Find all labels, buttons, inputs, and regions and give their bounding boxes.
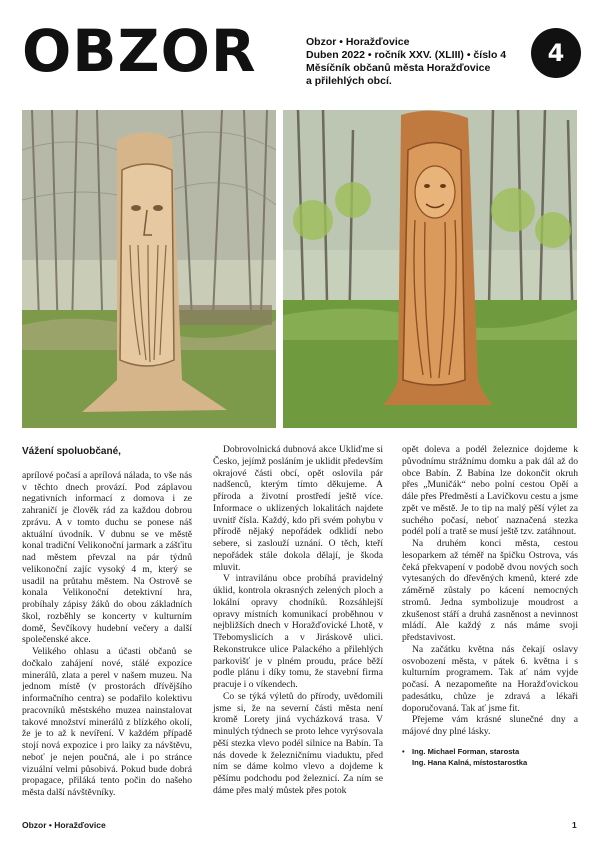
signature-line: • Ing. Michael Forman, starosta — [402, 746, 520, 756]
footer-publication-name: Obzor • Horažďovice — [22, 820, 106, 830]
photo-carved-stump-smiling — [283, 110, 577, 428]
meta-line: Duben 2022 • ročník XXV. (XLIII) • číslo 4 — [306, 49, 507, 61]
signature-name: Ing. Michael Forman, starosta — [412, 746, 520, 756]
issue-number-badge: 4 — [531, 28, 581, 78]
article-paragraph: Dobrovolnická dubnová akce Ukliďme si Česko, jejímž posláním je uklidit především okrajové části obcí, opět oslovila pár nadšenců, kterým tímto děkujeme. A příroda a životní prostředí ještě více. Informace o uklizených lokalitách najdete uvnitř čísla. Každý, kdo při svém pohybu v přírodě nějaký nepořádek odklidí nebo sebere, si zaslouží uznání. O těch, kteří nepořádek stále dokola dělají, je škoda mluvit. — [213, 444, 383, 573]
article-paragraph: Co se týká výletů do přírody, uvědomili jsme si, že na severní části města není kromě Lorety jiná vycházková trasa. V minulých týdnech se proto lehce vyrýsovala pěší stezka vlevo podél silnice na Babín. Ta nás dovede k železničnímu viaduktu, před ním se dáme kolmo vlevo a dojdeme k pěšímu podchodu pod železnicí. Za ním se dáme přes malý můstek přes potok — [213, 690, 383, 796]
carved-tree-stump-bearded-face-icon — [22, 110, 276, 428]
article-paragraph: opět doleva a podél železnice dojdeme k původnímu strážnímu domku a pak dál až do obce Babín. Z Babína lze dokončit okruh přes „Muničák“ nebo polní cestou Opěí a dále přes Předměstí a Lavičkovu cestu a jsme zpět ve městě. Je to tip na malý pěší výlet za suchého počasí, neboť naznačená stezka podél polí a tratě se musí ještě tzv. zatáhnout. — [402, 444, 578, 538]
signature-name: Ing. Hana Kalná, místostarostka — [412, 757, 528, 767]
carved-tree-stump-smiling-face-icon — [283, 110, 577, 428]
article-paragraph: Na začátku května nás čekají oslavy osvobození města, v pátek 6. května i s kulturním programem. Tak ať nám vyjde počasí. A nezapomeňte na Horažďovickou padesátku, chůze je zdravá a lékaři doporučovaná. Tak ať jsme fit. — [402, 643, 578, 714]
meta-line: a přilehlých obcí. — [306, 75, 392, 87]
article-paragraph: Na druhém konci města, cestou lesoparkem až téměř na špičku Ostrova, vás čeká překvapení v podobě dvou nových soch vytesaných do dřevěných kmenů, které zde záměrně zůstaly po kácení nemocných stromů. Jedna symbolizuje moudrost a zkušenost stáří a druhá zasněnost a nevinnost mládí. Ale každý z nás máme svoji představivost. — [402, 538, 578, 643]
article-paragraph: V intravilánu obce probíhá pravidelný úklid, kontrola okrasných zelených ploch a lokální opravy chodníků. Rozsáhlejší opravy místních komunikací proběhnou v nejbližších dnech v Horažďovické Lhotě, v Třebomyslicích a v Jiráskově ulici. Rekonstrukce ulice Palackého a přilehlých parkovišť je v plném proudu, práce běží podle plánu i díky tomu, že stavební firma pracuje i o víkendech. — [213, 573, 383, 690]
photo-carved-stump-bearded — [22, 110, 276, 428]
article-heading: Vážení spoluobčané, — [22, 446, 121, 457]
masthead-meta — [306, 36, 506, 88]
signature-line — [402, 757, 578, 768]
article-paragraph: aprílové počasí a aprílová nálada, to vše nás v těchto dnech provází. Pod záplavou negativních informací z domova i ze zahraničí je člověk rád za každou dobrou zprávu. A v tomto duchu se ponese náš aktuální úvodník. V dubnu se ve městě konal tradiční Velikonoční jarmark a zášťitu nad městem převzal na pár týdnů velikonoční zajíc vysoký 4 m, který se usadil na průtahu městem. Na Ostrově se konala Velikonoční detektivní hra, probíhaly zápisy žáků do obou základních škol, rozběhly se koncerty v kulturním domě, Ševčíkovy hudební večery a další společenské akce. — [22, 469, 192, 646]
article-column-1 — [22, 446, 192, 799]
meta-line: Měsíčník občanů města Horažďovice — [306, 62, 491, 74]
article-paragraph: Velikého ohlasu a účasti občanů se dočkalo zahájení nové, stálé expozice minerálů, zlata a perel v našem muzeu. Na jednom místě (v prostorách dřívějšího informačního centra) se podařilo kolektivu pracovníků městského muzea nainstalovat takové množství minerálů z blízkého okolí, že je to až k nevíření. V každém případě stojí nová expozice i pro laiky za návštěvu, neboť je nejen poučná, ale i po stránce vizuální velmi působivá. Pokud bude dobrá propagace, přiláká tento počin do našeho města další návštěvníky. — [22, 646, 192, 798]
meta-line: Obzor • Horažďovice — [306, 36, 410, 48]
signature-block — [402, 746, 578, 768]
article-paragraph: Přejeme vám krásné slunečné dny a májové dny plné lásky. — [402, 714, 578, 737]
footer-page-number: 1 — [572, 820, 577, 830]
article-column-2 — [213, 444, 383, 797]
masthead-title: OBZOR — [22, 17, 257, 85]
article-column-3 — [402, 444, 578, 768]
